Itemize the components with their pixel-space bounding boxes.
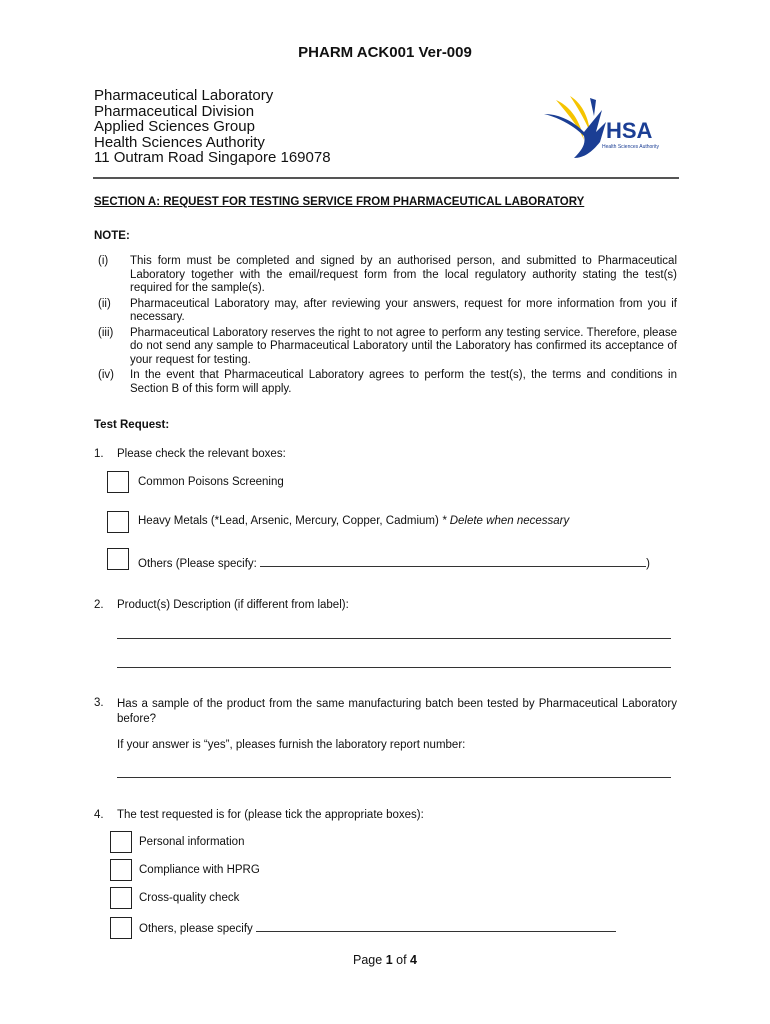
compliance-hprg-checkbox[interactable] (110, 859, 132, 881)
address-line: 11 Outram Road Singapore 169078 (94, 149, 331, 166)
notes-list (94, 255, 677, 398)
product-description-line[interactable] (117, 638, 671, 639)
option-label: Personal information (139, 836, 245, 848)
option-label: Heavy Metals (*Lead, Arsenic, Mercury, Copper, Cadmium) * Delete when necessary (138, 515, 570, 527)
option-label: Common Poisons Screening (138, 476, 284, 488)
note-label: NOTE: (94, 230, 130, 242)
hsa-logo-mark (540, 92, 665, 162)
others-specify-checkbox[interactable] (110, 917, 132, 939)
question-text: Product(s) Description (if different from label): (117, 599, 349, 611)
option-label: Cross-quality check (139, 892, 240, 904)
question-number: 3. (94, 697, 104, 709)
question-text: Please check the relevant boxes: (117, 448, 286, 460)
delete-note: * Delete when necessary (442, 515, 570, 527)
document-title: PHARM ACK001 Ver-009 (298, 44, 472, 61)
question-followup: If your answer is “yes”, pleases furnish the laboratory report number: (117, 739, 466, 751)
question-number: 4. (94, 809, 104, 821)
test-request-label: Test Request: (94, 419, 170, 431)
option-label: Compliance with HPRG (139, 864, 260, 876)
svg-text:Health Sciences Authority: Health Sciences Authority (602, 144, 659, 150)
header-divider (93, 177, 679, 179)
report-number-line[interactable] (117, 777, 671, 778)
address-line: Health Sciences Authority (94, 133, 265, 151)
option-label: Others, please specify (139, 921, 616, 935)
svg-text:HSA: HSA (606, 118, 653, 143)
product-description-line[interactable] (117, 667, 671, 668)
note-item: (ii) Pharmaceutical Laboratory may, after reviewing your answers, request for more information from you if necessary. (98, 297, 677, 323)
note-item: (iv) In the event that Pharmaceutical Laboratory agrees to perform the test(s), the terms and conditions in Section B of this form will apply. (98, 369, 677, 395)
hsa-logo (540, 92, 665, 162)
question-text: The test requested is for (please tick the appropriate boxes): (117, 809, 424, 821)
others-specify-field[interactable] (260, 556, 646, 567)
address-line: Pharmaceutical Laboratory (94, 87, 274, 104)
heavy-metals-checkbox[interactable] (107, 511, 129, 533)
others-checkbox[interactable] (107, 548, 129, 570)
personal-information-checkbox[interactable] (110, 831, 132, 853)
section-a-heading: SECTION A: REQUEST FOR TESTING SERVICE FROM PHARMACEUTICAL LABORATORY (94, 196, 585, 208)
address-line: Pharmaceutical Division (94, 102, 255, 120)
note-item: (iii) Pharmaceutical Laboratory reserves the right to not agree to perform any testing service. Therefore, please do not send any sample to Pharmaceutical Laboratory until the Laboratory has confirmed its acceptance of your request for testing. (98, 326, 677, 366)
question-text: Has a sample of the product from the same manufacturing batch been tested by Pharmaceutical Laboratory before? (117, 698, 677, 725)
question-number: 2. (94, 599, 104, 611)
common-poisons-checkbox[interactable] (107, 471, 129, 493)
address-block (94, 88, 331, 166)
cross-quality-checkbox[interactable] (110, 887, 132, 909)
option-label: Others (Please specify: ) (138, 558, 650, 570)
page-number: Page 1 of 4 (353, 953, 417, 967)
note-item: (i) This form must be completed and signed by an authorised person, and submitted to Pharmaceutical Laboratory together with the email/request form from the local regulatory authority stating the test(s) required for the sample(s). (98, 255, 677, 294)
address-line: Applied Sciences Group (94, 118, 255, 135)
others-specify-field[interactable] (256, 921, 616, 932)
question-number: 1. (94, 448, 104, 460)
